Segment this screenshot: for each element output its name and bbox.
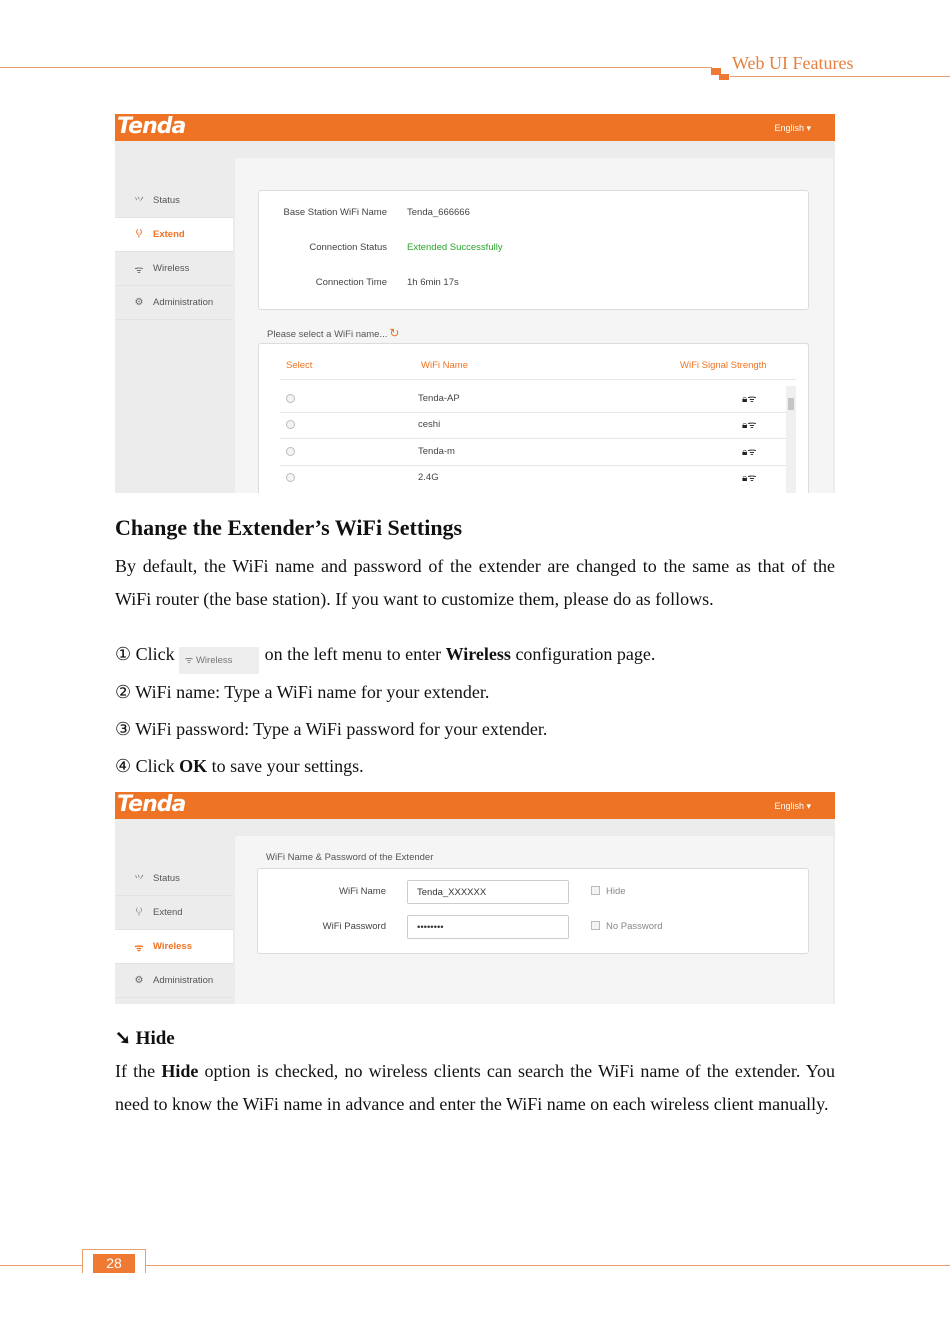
wifi-icon: ᯤ <box>134 942 144 954</box>
no-password-checkbox[interactable]: No Password <box>591 921 663 932</box>
extend-icon: ⁽ᵢ⁾ <box>135 907 143 918</box>
sidebar-item-wireless[interactable]: ᯤ Wireless <box>115 930 233 964</box>
section-title: WiFi Name & Password of the Extender <box>266 852 434 863</box>
base-station-row: Base Station WiFi Name Tenda_666666 <box>283 207 470 218</box>
page-number: 28 <box>93 1254 135 1273</box>
wireless-menu-thumbnail: ᯤ Wireless <box>179 647 259 674</box>
intro-paragraph: By default, the WiFi name and password of the extender are changed to the same as that of the WiFi router (the base station). If you want to customize them, please do as follows. <box>115 556 835 609</box>
language-selector[interactable]: English ▾ <box>774 123 811 133</box>
header-ornament <box>719 74 729 80</box>
table-row[interactable]: ceshi 🔒︎ᯤ <box>280 412 796 438</box>
tenda-logo: Tenda <box>117 792 186 817</box>
sidebar-item-administration[interactable]: ⚙ Administration <box>115 286 233 320</box>
lock-wifi-icon: 🔒︎ᯤ <box>742 473 757 484</box>
col-select: Select <box>286 360 313 371</box>
list-scrollbar[interactable] <box>786 386 796 493</box>
connection-status-row: Connection Status Extended Successfully <box>309 242 503 253</box>
extend-icon: ⁽ᵢ⁾ <box>135 229 143 240</box>
top-bar <box>115 792 835 819</box>
wifi-settings-box <box>257 868 809 954</box>
wifi-password-input[interactable]: •••••••• <box>407 915 569 939</box>
lock-wifi-icon: 🔒︎ᯤ <box>742 394 757 405</box>
radio-button[interactable] <box>286 473 295 482</box>
status-icon: ⺍ <box>134 875 144 886</box>
language-selector[interactable]: English ▾ <box>774 801 811 811</box>
step-1: ① Click ᯤ Wireless on the left menu to enter Wireless configuration page. <box>115 644 655 674</box>
radio-button[interactable] <box>286 420 295 429</box>
sidebar-item-extend[interactable]: ⁽ᵢ⁾ Extend <box>115 218 233 252</box>
checkbox-icon[interactable] <box>591 886 600 895</box>
tenda-logo: Tenda <box>117 114 186 139</box>
col-signal: WiFi Signal Strength <box>680 360 767 371</box>
radio-button[interactable] <box>286 394 295 403</box>
sidebar-item-status[interactable]: ⺍ Status <box>115 862 233 896</box>
radio-button[interactable] <box>286 447 295 456</box>
top-bar <box>115 114 835 141</box>
wifi-icon: ᯤ <box>184 655 194 666</box>
step-3: ③ WiFi password: Type a WiFi password for your extender. <box>115 719 548 739</box>
arrow-icon: ➘ <box>115 1028 131 1049</box>
col-wifi-name: WiFi Name <box>421 360 468 371</box>
scrollbar-thumb[interactable] <box>788 398 794 410</box>
refresh-icon[interactable]: ↻ <box>389 326 400 340</box>
select-wifi-prompt: Please select a WiFi name... ↻ <box>267 326 400 340</box>
wifi-name-input[interactable]: Tenda_XXXXXX <box>407 880 569 904</box>
sidebar-item-extend[interactable]: ⁽ᵢ⁾ Extend <box>115 896 233 930</box>
wifi-name-label: WiFi Name <box>339 886 386 897</box>
connection-info-box <box>258 190 809 310</box>
step-2: ② WiFi name: Type a WiFi name for your extender. <box>115 682 490 702</box>
hide-checkbox[interactable]: Hide <box>591 886 626 897</box>
header-title: Web UI Features <box>732 53 854 73</box>
hide-paragraph: If the Hide option is checked, no wireless clients can search the WiFi name of the extender. You need to know the WiFi name in advance and enter the WiFi name on each wireless client manually. <box>115 1061 836 1114</box>
table-divider <box>280 379 796 380</box>
sidebar-item-status[interactable]: ⺍ Status <box>115 184 233 218</box>
wireless-page-screenshot <box>115 792 835 1004</box>
lock-wifi-icon: 🔒︎ᯤ <box>742 447 757 458</box>
hide-heading: ➘ Hide <box>115 1028 175 1049</box>
gear-icon: ⚙ <box>134 297 144 308</box>
lock-wifi-icon: 🔒︎ᯤ <box>742 420 757 431</box>
header-rule-right <box>730 76 950 77</box>
checkbox-icon[interactable] <box>591 921 600 930</box>
status-icon: ⺍ <box>134 197 144 208</box>
table-row[interactable]: Tenda-AP 🔒︎ᯤ <box>280 386 796 412</box>
wifi-password-label: WiFi Password <box>322 921 386 932</box>
step-4: ④ Click OK to save your settings. <box>115 756 364 776</box>
connection-time-row: Connection Time 1h 6min 17s <box>315 277 459 288</box>
gear-icon: ⚙ <box>134 975 144 986</box>
section-heading: Change the Extender’s WiFi Settings <box>115 515 463 540</box>
table-row[interactable]: Tenda-m 🔒︎ᯤ <box>280 439 796 465</box>
sidebar <box>115 862 233 998</box>
table-row[interactable]: 2.4G 🔒︎ᯤ <box>280 465 796 491</box>
wifi-icon: ᯤ <box>134 264 144 276</box>
sidebar-item-wireless[interactable]: ᯤ Wireless <box>115 252 233 286</box>
header-rule-left <box>0 67 712 68</box>
sidebar-item-administration[interactable]: ⚙ Administration <box>115 964 233 998</box>
sidebar <box>115 184 233 320</box>
extend-page-screenshot <box>115 114 835 493</box>
